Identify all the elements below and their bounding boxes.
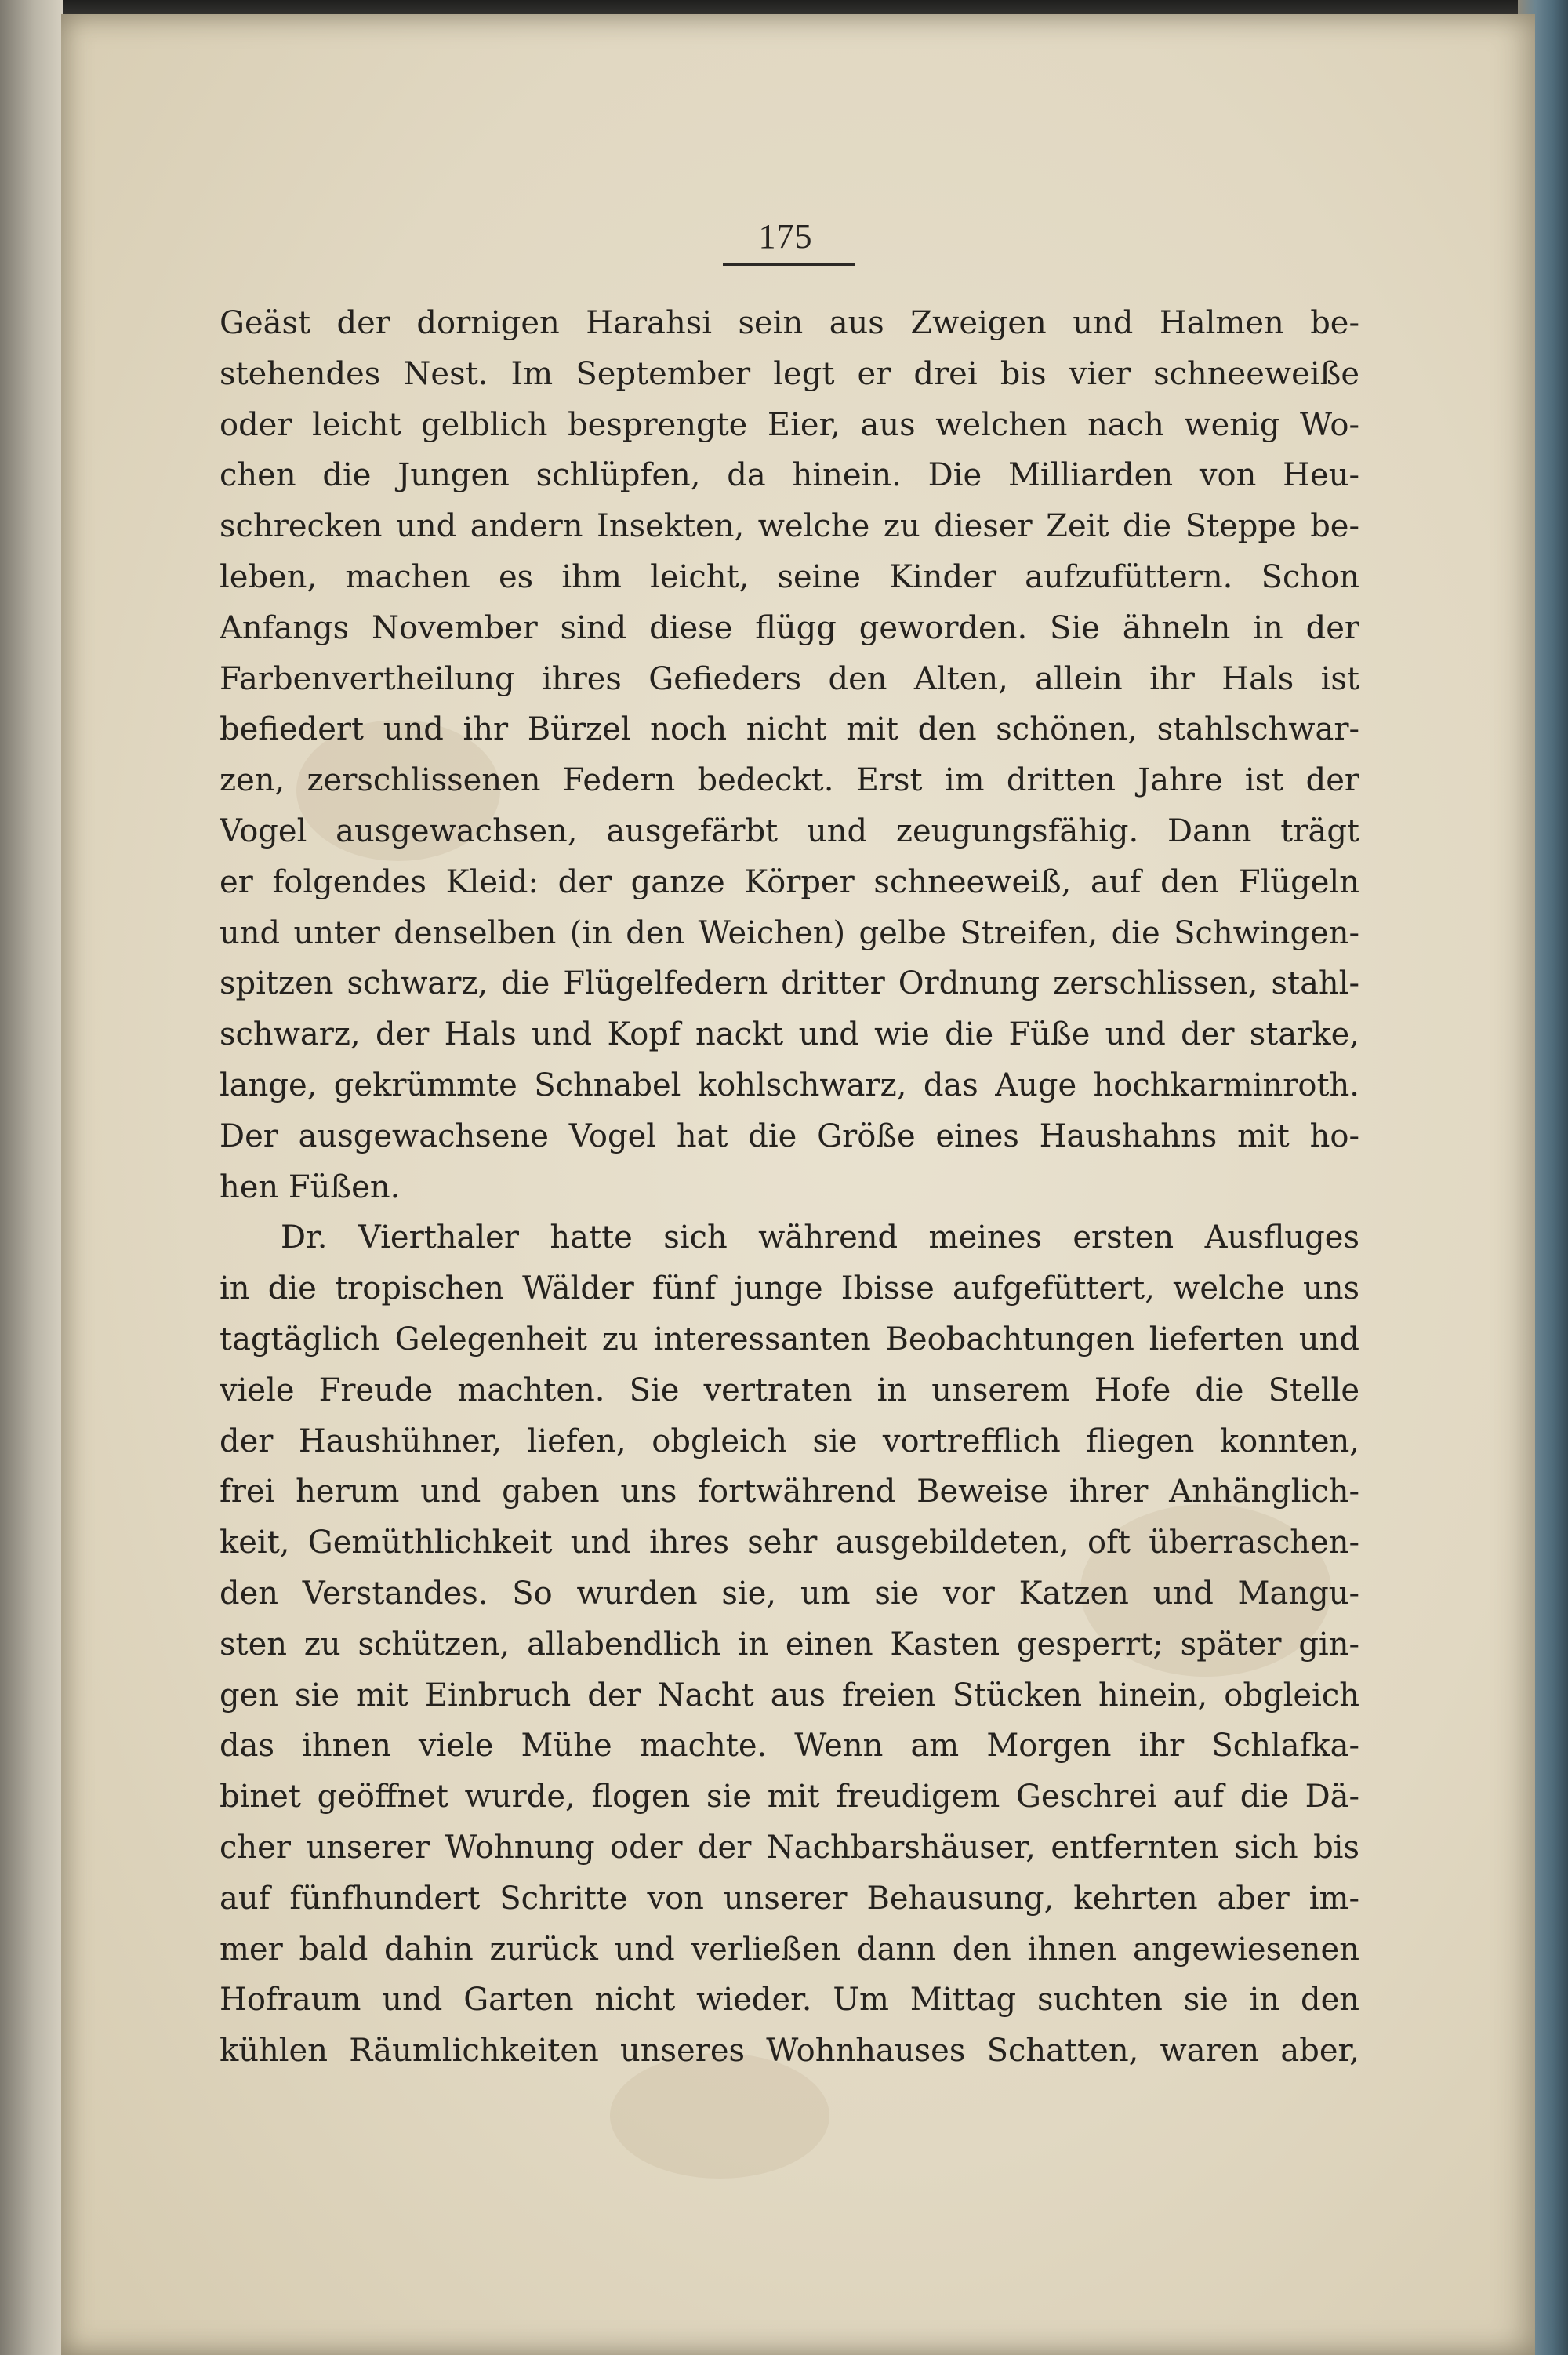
text-line: viele Freude machten. Sie vertraten in unserem Hofe die Stelle	[220, 1372, 1359, 1408]
book-page	[61, 14, 1535, 2355]
text-line: er folgendes Kleid: der ganze Körper schneeweiß, auf den Flügeln	[220, 863, 1359, 900]
text-line: und unter denselben (in den Weichen) gelbe Streifen, die Schwingen-	[220, 914, 1359, 951]
page-number-rule	[723, 263, 855, 266]
book-edge-left	[0, 0, 63, 2355]
text-line: befiedert und ihr Bürzel noch nicht mit den schönen, stahlschwar-	[220, 711, 1359, 748]
text-line: cher unserer Wohnung oder der Nachbarshäuser, entfernten sich bis	[220, 1829, 1359, 1866]
text-line: Der ausgewachsene Vogel hat die Größe eines Haushahns mit ho-	[220, 1118, 1359, 1154]
text-line: in die tropischen Wälder fünf junge Ibisse aufgefüttert, welche uns	[220, 1270, 1359, 1307]
text-line: gen sie mit Einbruch der Nacht aus freien Stücken hinein, obgleich	[220, 1677, 1359, 1714]
page-number: 175	[758, 217, 813, 256]
text-line: auf fünfhundert Schritte von unserer Behausung, kehrten aber im-	[220, 1880, 1359, 1917]
text-line: zen, zerschlissenen Federn bedeckt. Erst im dritten Jahre ist der	[220, 762, 1359, 799]
text-line: lange, gekrümmte Schnabel kohlschwarz, das Auge hochkarminroth.	[220, 1067, 1359, 1103]
paragraph-start-line: Dr. Vierthaler hatte sich während meines ersten Ausfluges	[281, 1219, 1359, 1256]
text-line: Farbenvertheilung ihres Gefieders den Alten, allein ihr Hals ist	[220, 660, 1359, 697]
text-line: binet geöffnet wurde, flogen sie mit freudigem Geschrei auf die Dä-	[220, 1779, 1359, 1815]
text-line: chen die Jungen schlüpfen, da hinein. Die Milliarden von Heu-	[220, 457, 1359, 494]
text-line: der Haushühner, liefen, obgleich sie vortrefflich fliegen konnten,	[220, 1423, 1359, 1459]
text-line: oder leicht gelblich besprengte Eier, aus welchen nach wenig Wo-	[220, 406, 1359, 443]
text-line: sten zu schützen, allabendlich in einen Kasten gesperrt; später gin-	[220, 1626, 1359, 1663]
text-line: den Verstandes. So wurden sie, um sie vor Katzen und Mangu-	[220, 1575, 1359, 1612]
text-line: tagtäglich Gelegenheit zu interessanten Beobachtungen lieferten und	[220, 1321, 1359, 1357]
text-line: frei herum und gaben uns fortwährend Beweise ihrer Anhänglich-	[220, 1474, 1359, 1510]
text-line: spitzen schwarz, die Flügelfedern dritter Ordnung zerschlissen, stahl-	[220, 965, 1359, 1002]
text-line: das ihnen viele Mühe machte. Wenn am Morgen ihr Schlafka-	[220, 1728, 1359, 1764]
body-text	[220, 298, 1359, 2077]
text-line: Anfangs November sind diese flügg geworden. Sie ähneln in der	[220, 609, 1359, 646]
text-line: leben, machen es ihm leicht, seine Kinder aufzufüttern. Schon	[220, 558, 1359, 595]
text-line: schrecken und andern Insekten, welche zu dieser Zeit die Steppe be-	[220, 508, 1359, 545]
text-line: keit, Gemüthlichkeit und ihres sehr ausgebildeten, oft überraschen-	[220, 1525, 1359, 1561]
text-line: Geäst der dornigen Harahsi sein aus Zweigen und Halmen be-	[220, 305, 1359, 341]
paragraph-end-line: hen Füßen.	[220, 1168, 401, 1205]
text-line: schwarz, der Hals und Kopf nackt und wie die Füße und der starke,	[220, 1016, 1359, 1053]
text-line: stehendes Nest. Im September legt er drei bis vier schneeweiße	[220, 355, 1359, 392]
text-line: mer bald dahin zurück und verließen dann den ihnen angewiesenen	[220, 1931, 1359, 1968]
text-line: kühlen Räumlichkeiten unseres Wohnhauses Schatten, waren aber,	[220, 2033, 1359, 2070]
text-line: Vogel ausgewachsen, ausgefärbt und zeugungsfähig. Dann trägt	[220, 812, 1359, 849]
text-line: Hofraum und Garten nicht wieder. Um Mittag suchten sie in den	[220, 1982, 1359, 2019]
